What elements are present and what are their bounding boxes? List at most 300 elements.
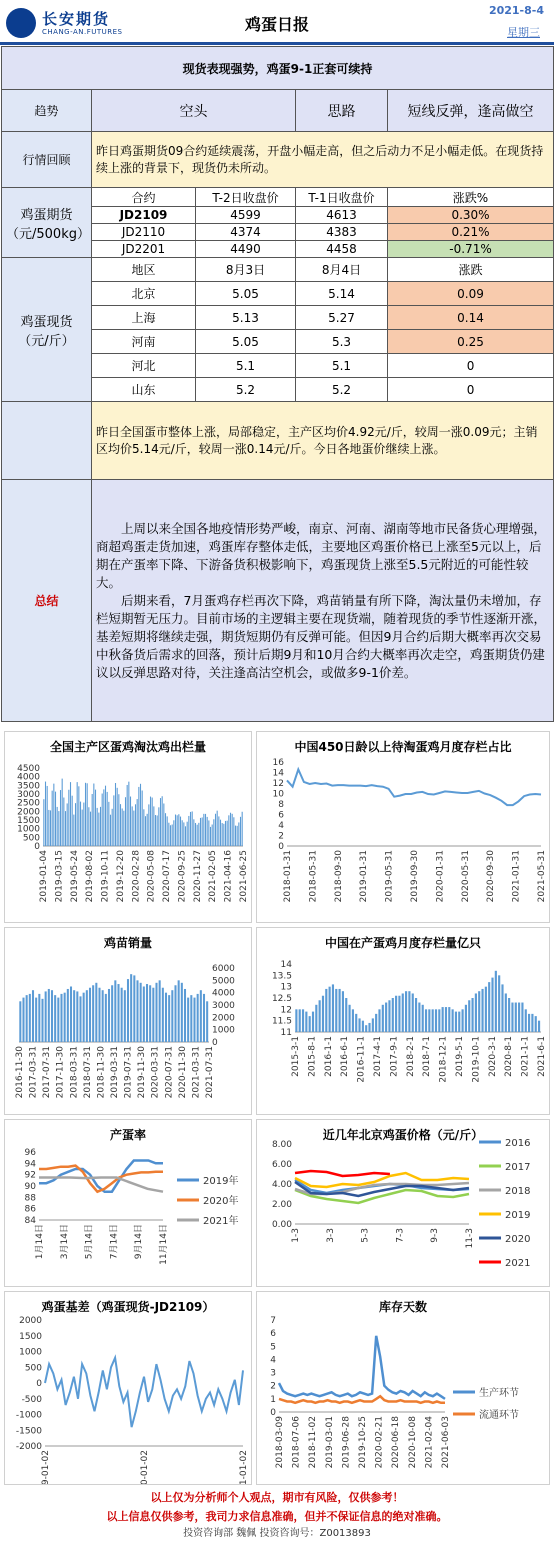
legend-label: 2019 — [505, 1210, 531, 1221]
spot-region: 河南 — [92, 330, 196, 354]
bar — [458, 1012, 460, 1032]
bar — [75, 803, 76, 846]
chart-inventory-days — [257, 1292, 549, 1484]
y-tick-label: 84 — [24, 1216, 36, 1226]
bar — [114, 980, 116, 1042]
spot-change: 0.25 — [388, 330, 554, 354]
y-tick-label: 12.5 — [271, 994, 292, 1004]
legend-label: 2020年 — [203, 1196, 239, 1207]
x-tick-label: 3-3 — [325, 1228, 336, 1243]
chart-title: 库存天数 — [378, 1300, 427, 1314]
spot-label: 鸡蛋现货（元/斤） — [2, 258, 92, 402]
bar — [147, 814, 148, 846]
bar — [192, 811, 193, 846]
bar — [125, 797, 126, 846]
y-tick-label: 0.00 — [271, 1220, 292, 1230]
bar — [67, 989, 69, 1042]
y-tick-label: -500 — [21, 1394, 42, 1405]
y-tick-label: 10 — [272, 789, 284, 800]
bar — [170, 825, 171, 846]
y-tick-label: 5 — [270, 1342, 276, 1353]
spot-price: 5.13 — [196, 306, 296, 330]
y-tick-label: 6 — [278, 810, 284, 821]
y-tick-label: 92 — [24, 1170, 36, 1181]
bar — [525, 1009, 527, 1032]
footer-disclaimer-2: 以上信息仅供参考，我司力求信息准确，但并不保证信息的绝对准确。 — [106, 1510, 448, 1523]
spot-region: 山东 — [92, 378, 196, 402]
chart-title: 中国450日龄以上待淘蛋鸡月度存栏占比 — [294, 740, 512, 754]
futures-label: 鸡蛋期货（元/500kg） — [2, 188, 92, 258]
bar — [73, 990, 75, 1042]
x-tick-label: 2021-07-31 — [205, 1046, 215, 1099]
bar — [159, 980, 161, 1042]
bar — [102, 794, 103, 846]
x-tick-label: 2020-11-30 — [177, 1046, 188, 1099]
bar — [302, 1009, 304, 1032]
bar — [309, 1016, 311, 1032]
bar — [127, 979, 129, 1042]
y-tick-label: 0 — [36, 1379, 42, 1389]
x-tick-label: 2019-11-30 — [137, 1046, 148, 1099]
report-title: 鸡蛋日报 — [244, 15, 309, 34]
bar — [121, 988, 123, 1042]
summary-paragraph-1: 上周以来全国各地疫情形势严峻，南京、河南、湖南等地市民备货心理增强，商超鸡蛋走货加速，鸡蛋库存整体走低，主要地区鸡蛋价格已上涨至5元以上，后期在产蛋率下降、下游备货积极影响下，鸡蛋现货上涨至5.5元附近的可能性较大。 — [96, 520, 547, 590]
x-tick-label: 2019-07-31 — [123, 1046, 134, 1099]
spot-header: 8月3日 — [196, 258, 296, 282]
x-tick-label: 2017-03-31 — [28, 1046, 39, 1099]
bar — [132, 806, 133, 846]
bar — [488, 982, 490, 1032]
bar — [233, 817, 234, 846]
bar — [448, 1007, 450, 1032]
chart-title: 中国在产蛋鸡月度存栏量亿只 — [324, 936, 481, 950]
x-tick-label: 1月14日 — [35, 1224, 45, 1260]
x-tick-label: 2021-04-16 — [223, 850, 234, 903]
chart-panel-inventory-days — [256, 1291, 550, 1485]
logo-name: 长安期货 — [42, 10, 111, 28]
x-tick-label: 2019-5-1 — [455, 1036, 465, 1077]
y-tick-label: 1500 — [17, 816, 40, 826]
y-tick-label: 6 — [270, 1329, 276, 1340]
y-tick-label: 14 — [272, 768, 284, 779]
futures-header: T-2日收盘价 — [196, 188, 296, 207]
market-review-text: 昨日鸡蛋期货09合约延续震荡，开盘小幅走高，但之后动力不足小幅走低。在现货持续上涨的背景下，现货仍未所动。 — [92, 132, 554, 188]
y-tick-label: 16 — [272, 758, 284, 768]
bar — [217, 811, 218, 846]
bar — [142, 791, 143, 846]
x-tick-label: 2020-3-1 — [487, 1036, 498, 1077]
bar — [485, 987, 487, 1032]
bar — [136, 980, 138, 1042]
bar — [305, 1012, 307, 1032]
x-tick-label: 2018-09-30 — [333, 850, 344, 903]
y-tick-label: 4 — [270, 1355, 276, 1366]
bar — [162, 796, 163, 846]
bar — [140, 784, 141, 846]
bar — [511, 1003, 513, 1032]
bar — [197, 825, 198, 846]
chart-panel-chick-sales — [4, 927, 252, 1115]
x-tick-label: 7-3 — [395, 1228, 406, 1243]
bar — [188, 816, 189, 846]
legend-label: 2019年 — [203, 1176, 239, 1187]
bar — [118, 794, 119, 846]
bar — [52, 791, 53, 846]
bar — [210, 827, 211, 846]
bar — [481, 989, 483, 1032]
bar — [105, 994, 107, 1042]
bar — [408, 991, 410, 1032]
chart-beijing-price — [257, 1120, 549, 1286]
bar — [167, 816, 168, 846]
x-tick-label: 2019-08-02 — [85, 850, 96, 903]
series-line — [287, 769, 541, 805]
y-tick-label: 4 — [278, 821, 284, 831]
bar — [157, 815, 158, 846]
y-tick-label: 13.5 — [271, 971, 292, 982]
bar — [45, 991, 47, 1042]
futures-price: 4599 — [196, 207, 296, 224]
x-tick-label: 2019-10-11 — [100, 850, 111, 903]
bar — [68, 790, 69, 846]
bar — [382, 1005, 384, 1032]
y-tick-label: 2.00 — [271, 1200, 292, 1210]
chart-title: 近几年北京鸡蛋价格（元/斤） — [322, 1128, 484, 1142]
bar — [422, 1005, 424, 1032]
spot-note: 昨日全国蛋市整体上涨，局部稳定，主产区均价4.92元/斤，较周一涨0.09元；主销区均价5.14元/斤，较周一涨0.14元/斤。今日各地蛋价继续上涨。 — [92, 402, 554, 480]
bar — [195, 823, 196, 846]
bar — [92, 794, 93, 846]
chart-chick-sales — [5, 928, 251, 1114]
x-tick-label: 2016-11-30 — [15, 1046, 25, 1099]
bar — [47, 786, 48, 846]
y-tick-label: 11.5 — [271, 1016, 292, 1027]
bar — [362, 1021, 364, 1032]
x-tick-label: 2020-05-31 — [460, 850, 471, 903]
y-tick-label: 3500 — [17, 781, 40, 792]
futures-change: 0.21% — [388, 224, 554, 241]
bar — [102, 990, 104, 1042]
bar — [515, 1003, 517, 1032]
bar — [197, 994, 199, 1042]
bar — [178, 980, 180, 1042]
bar — [228, 815, 229, 846]
spot-change: 0.09 — [388, 282, 554, 306]
bar — [242, 812, 243, 846]
bar — [468, 1000, 470, 1032]
bar — [491, 978, 493, 1032]
x-tick-label: 3月14日 — [59, 1224, 70, 1260]
bar — [200, 818, 201, 846]
y-tick-label: 4500 — [17, 764, 40, 774]
bar — [130, 974, 132, 1042]
bar — [175, 815, 176, 846]
x-tick-label: 2018-03-09 — [275, 1416, 285, 1469]
bar — [111, 985, 113, 1042]
bar — [54, 995, 56, 1042]
bar — [19, 1001, 21, 1042]
bar — [465, 1005, 467, 1032]
trend-value: 空头 — [92, 90, 296, 132]
bar — [130, 797, 131, 846]
footer-analyst: 投资咨询部 魏佩 投资咨询号：Z0013893 — [183, 1528, 371, 1539]
legend-label: 2018 — [505, 1186, 531, 1197]
bar — [45, 782, 46, 846]
bar — [442, 1007, 444, 1032]
chart-panel-old-hens — [256, 731, 550, 923]
bar — [143, 809, 144, 846]
report-table — [1, 46, 554, 722]
bar — [70, 782, 71, 846]
chart-title: 鸡蛋基差（鸡蛋现货-JD2109） — [41, 1300, 215, 1314]
bar — [95, 790, 96, 846]
spot-price: 5.3 — [296, 330, 388, 354]
bar — [180, 817, 181, 846]
bar — [105, 786, 106, 846]
bar — [60, 994, 62, 1042]
bar — [87, 783, 88, 846]
bar — [171, 990, 173, 1042]
x-tick-label: 7月14日 — [109, 1224, 120, 1260]
x-tick-label: 1-3 — [291, 1228, 301, 1243]
bar — [392, 998, 394, 1032]
x-tick-label: 2018-03-31 — [69, 1046, 80, 1099]
bar — [521, 1003, 523, 1032]
bar — [198, 823, 199, 846]
bar — [325, 989, 327, 1032]
bar — [193, 819, 194, 846]
x-tick-label: 2018-01-31 — [283, 850, 293, 903]
bar — [77, 782, 78, 846]
x-tick-label: 9月14日 — [134, 1224, 145, 1260]
bar — [183, 822, 184, 846]
x-tick-label: 2019-10-1 — [471, 1036, 482, 1083]
spot-price: 5.2 — [196, 378, 296, 402]
y-tick-label: 4.00 — [271, 1180, 292, 1190]
bar — [51, 990, 53, 1042]
bar — [428, 1009, 430, 1032]
bar — [190, 995, 192, 1042]
bar — [335, 989, 337, 1032]
bar — [152, 798, 153, 846]
x-tick-label: 2016-11-1 — [356, 1036, 367, 1083]
bar — [378, 1009, 380, 1032]
spot-change: 0.14 — [388, 306, 554, 330]
bar — [115, 783, 116, 846]
bar — [445, 1007, 447, 1032]
bar — [35, 998, 37, 1042]
futures-header: 涨跌% — [388, 188, 554, 207]
y-tick-label: 3 — [270, 1368, 276, 1379]
x-tick-label: 5-3 — [360, 1228, 371, 1243]
bar — [498, 975, 500, 1032]
bar — [207, 817, 208, 846]
report-date: 2021-8-4 — [488, 4, 544, 17]
legend-label: 2017 — [505, 1162, 531, 1173]
bar — [158, 807, 159, 846]
chart-laying-rate — [5, 1120, 251, 1286]
x-tick-label: 2019-01-31 — [359, 850, 370, 903]
bar — [405, 991, 407, 1032]
bar — [415, 998, 417, 1032]
bar — [505, 993, 507, 1032]
bar — [203, 814, 204, 846]
x-tick-label: 2020-07-31 — [164, 1046, 175, 1099]
bar — [50, 810, 51, 846]
y-tick-label: 500 — [22, 833, 40, 844]
bar — [225, 821, 226, 846]
x-tick-label: 2017-07-31 — [42, 1046, 53, 1099]
legend-label: 2021 — [505, 1258, 531, 1269]
y-tick-label: 88 — [24, 1193, 36, 1204]
bar — [368, 1023, 370, 1032]
x-tick-label: 2019-03-01 — [324, 1416, 335, 1469]
report-weekday: 星期三 — [507, 26, 540, 39]
bar — [495, 971, 497, 1032]
bar — [155, 815, 156, 846]
bar — [352, 1009, 354, 1032]
x-tick-label: 2018-11-02 — [308, 1416, 319, 1469]
bar — [240, 817, 241, 846]
y-tick-label: 0 — [212, 1038, 218, 1048]
bar — [83, 993, 85, 1042]
y-tick-label: 12 — [272, 779, 284, 789]
bar — [57, 998, 59, 1042]
y-tick-label: 6.00 — [271, 1160, 292, 1170]
bar — [62, 779, 63, 846]
y-tick-label: 3000 — [17, 790, 40, 800]
bar — [117, 984, 119, 1042]
y-tick-label: 90 — [24, 1182, 36, 1192]
spot-region: 河北 — [92, 354, 196, 378]
y-tick-label: 14 — [280, 960, 292, 970]
chart-panel-cull-volume — [4, 731, 252, 923]
bar — [112, 809, 113, 846]
chart-basis — [5, 1292, 251, 1484]
bar — [452, 1009, 454, 1032]
bar — [73, 815, 74, 846]
spot-price: 5.05 — [196, 282, 296, 306]
bar — [395, 996, 397, 1032]
bar — [122, 808, 123, 846]
bar — [82, 810, 83, 846]
bar — [110, 815, 111, 846]
bar — [329, 987, 331, 1032]
bar — [103, 789, 104, 846]
spot-change: 0 — [388, 354, 554, 378]
y-tick-label: 11 — [280, 1028, 292, 1038]
bar — [375, 1014, 377, 1032]
chart-laying-stock — [257, 928, 549, 1114]
bar — [322, 996, 324, 1032]
bar — [372, 1018, 374, 1032]
chart-cull-volume — [5, 732, 251, 922]
chart-title: 鸡苗销量 — [103, 936, 152, 950]
bar — [135, 804, 136, 846]
bar — [168, 823, 169, 846]
bar — [181, 983, 183, 1042]
bar — [41, 999, 43, 1042]
x-tick-label: 2020-01-02 — [140, 1450, 150, 1484]
bar — [148, 804, 149, 846]
y-tick-label: 8 — [278, 800, 284, 810]
bar — [76, 991, 78, 1042]
bar — [155, 983, 157, 1042]
bar — [295, 1009, 297, 1032]
bar — [95, 983, 97, 1042]
bar — [238, 822, 239, 846]
x-tick-label: 2020-11-27 — [192, 850, 203, 903]
legend-label: 2020 — [505, 1234, 531, 1245]
bar — [223, 824, 224, 846]
x-tick-label: 2019-06-28 — [341, 1416, 352, 1469]
y-tick-label: 4000 — [17, 772, 40, 783]
legend-label: 2021年 — [203, 1216, 239, 1227]
bar — [32, 990, 34, 1042]
bar — [57, 807, 58, 846]
legend-label: 生产环节 — [479, 1388, 519, 1399]
bar — [398, 996, 400, 1032]
bar — [177, 815, 178, 846]
bar — [213, 819, 214, 846]
x-tick-label: 2020-07-17 — [162, 850, 173, 903]
market-review-label: 行情回顾 — [2, 132, 92, 188]
x-tick-label: 2015-3-1 — [291, 1036, 301, 1077]
bar — [230, 813, 231, 846]
y-tick-label: 1 — [270, 1394, 276, 1405]
series-line — [279, 1336, 445, 1399]
report-header — [0, 0, 554, 44]
x-tick-label: 2019-01-02 — [41, 1450, 51, 1484]
bar — [425, 1009, 427, 1032]
spot-price: 5.14 — [296, 282, 388, 306]
x-tick-label: 2021-01-31 — [511, 850, 522, 903]
bar — [48, 810, 49, 846]
bar — [83, 803, 84, 846]
headline: 现货表现强势，鸡蛋9-1正套可续持 — [2, 47, 554, 90]
y-tick-label: 7 — [270, 1316, 276, 1326]
x-tick-label: 2020-09-30 — [486, 850, 497, 903]
y-tick-label: 5000 — [212, 976, 235, 987]
bar — [133, 975, 135, 1042]
bar — [418, 1003, 420, 1032]
bar — [108, 989, 110, 1042]
x-tick-label: 2021-06-03 — [441, 1416, 451, 1469]
legend-label: 2016 — [505, 1138, 531, 1149]
bar — [206, 1001, 208, 1042]
x-tick-label: 2017-9-1 — [389, 1036, 400, 1077]
summary-paragraph-2: 后期来看，7月蛋鸡存栏再次下降，鸡苗销量有所下降，淘汰量仍未增加，存栏短期暂无压力。目前市场的主逻辑主要在现货端，随着现货的季节性逐渐开涨，基差短期将继续走强，期货短期仍有反弹可能。但因9月合约后期大概率再次交易中秋备货后需求的回落，预计后期9月和10月合约大概率再次走空，鸡蛋期货仍建议以反弹思路对待，关注逢高沽空机会，或做多9-1价差。 — [96, 592, 547, 680]
x-tick-label: 2018-2-1 — [405, 1036, 416, 1077]
futures-price: 4613 — [296, 207, 388, 224]
bar — [85, 783, 86, 846]
x-tick-label: 2019-09-30 — [410, 850, 420, 903]
bar — [43, 799, 44, 846]
bar — [508, 998, 510, 1032]
bar — [538, 1021, 540, 1032]
bar — [163, 803, 164, 846]
bar — [184, 989, 186, 1042]
y-tick-label: 2500 — [17, 798, 40, 809]
chart-title: 全国主产区蛋鸡淘汰鸡出栏量 — [49, 740, 206, 754]
futures-header: 合约 — [92, 188, 196, 207]
x-tick-label: 2018-12-1 — [438, 1036, 449, 1083]
x-tick-label: 11-3 — [465, 1228, 475, 1249]
bar — [123, 811, 124, 846]
bar — [455, 1012, 457, 1032]
bar — [70, 987, 72, 1043]
bar — [90, 812, 91, 846]
